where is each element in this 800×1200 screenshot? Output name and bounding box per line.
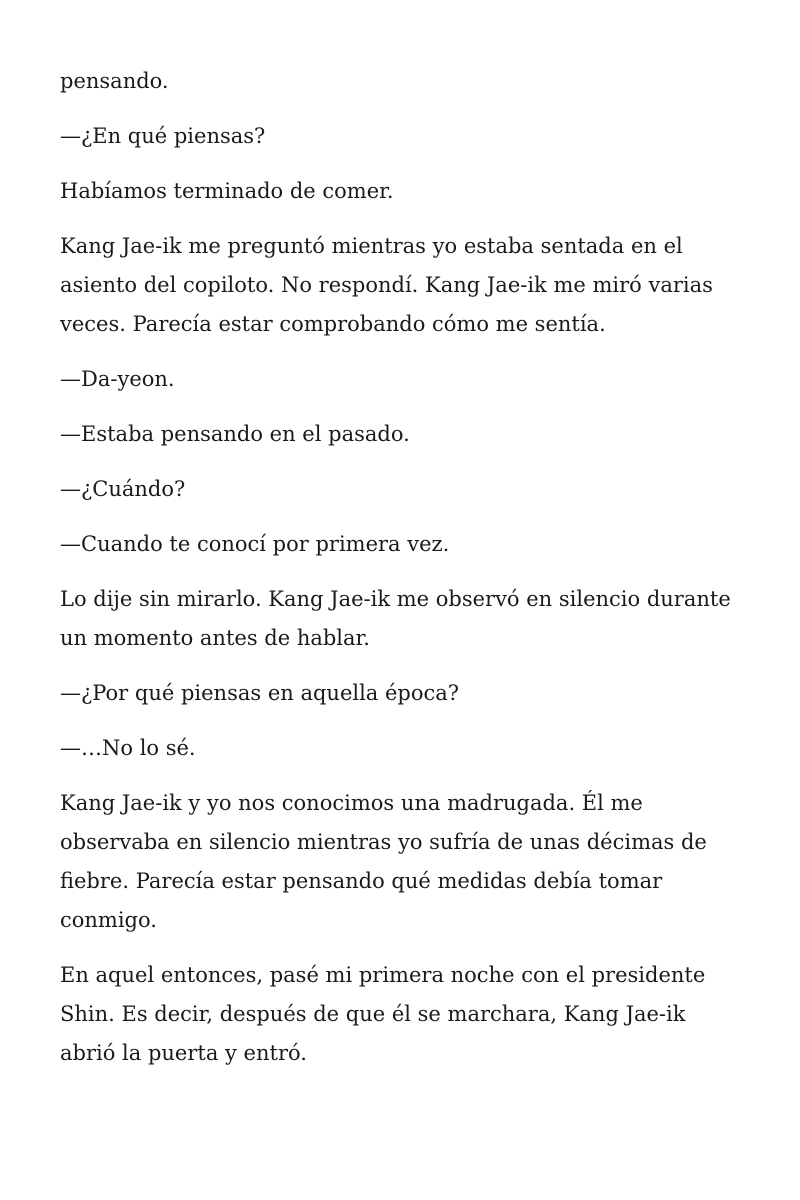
- paragraph: Lo dije sin mirarlo. Kang Jae-ik me observó en silencio durante un momento antes de hablar.: [60, 587, 731, 650]
- paragraph: En aquel entonces, pasé mi primera noche con el presidente Shin. Es decir, después de que él se marchara, Kang Jae-ik abrió la puerta y entró.: [60, 963, 706, 1065]
- dialogue-line: —¿Por qué piensas en aquella época?: [60, 681, 460, 705]
- paragraph: Kang Jae-ik me preguntó mientras yo estaba sentada en el asiento del copiloto. No respondí. Kang Jae-ik me miró varias veces. Parecía estar comprobando cómo me sentía.: [60, 234, 713, 336]
- paragraph: pensando.: [60, 69, 169, 93]
- dialogue-line: —Cuando te conocí por primera vez.: [60, 532, 450, 556]
- dialogue-line: —¿Cuándo?: [60, 477, 186, 501]
- dialogue-line: —Da-yeon.: [60, 367, 175, 391]
- dialogue-line: —¿En qué piensas?: [60, 124, 266, 148]
- dialogue-line: —…No lo sé.: [60, 736, 196, 760]
- dialogue-line: —Estaba pensando en el pasado.: [60, 422, 410, 446]
- paragraph: Kang Jae-ik y yo nos conocimos una madrugada. Él me observaba en silencio mientras yo sufría de unas décimas de fiebre. Parecía estar pensando qué medidas debía tomar conmigo.: [60, 791, 707, 932]
- paragraph: Habíamos terminado de comer.: [60, 179, 394, 203]
